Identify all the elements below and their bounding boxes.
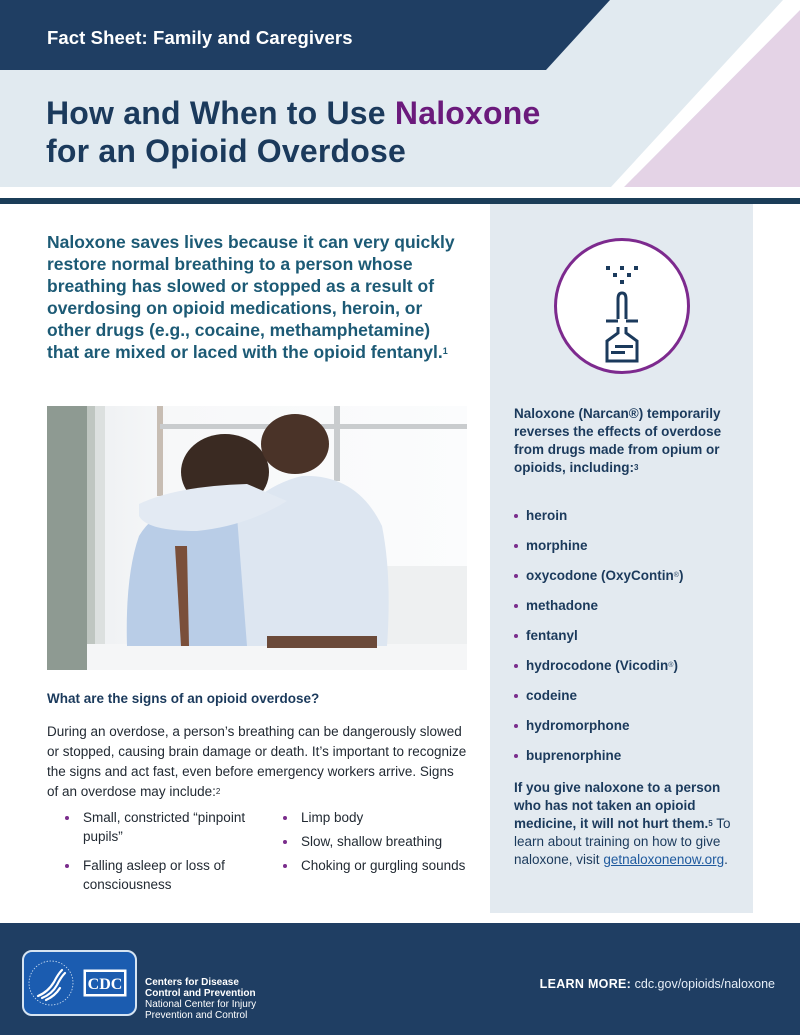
signs-heading: What are the signs of an opioid overdose?: [47, 691, 320, 706]
sign-item: Small, constricted “pinpoint pupils”: [65, 808, 265, 846]
title-accent: Naloxone: [394, 95, 541, 131]
signs-list-col1: [65, 808, 265, 904]
signs-text: During an overdose, a person’s breathing can be dangerously slowed or stopped, causing brain damage or death. It’s important to recognize the signs and act fast, even before emergency workers arrive. Signs of an overdose may include:: [47, 724, 467, 799]
learn-more: [540, 977, 775, 991]
footnote-5: 5: [708, 819, 713, 828]
footnote-2: 2: [215, 787, 221, 796]
title-line2: for an Opioid Overdose: [46, 133, 407, 169]
drug-item: morphine: [514, 537, 683, 567]
panel-intro: [514, 405, 734, 477]
sign-item: Falling asleep or loss of consciousness: [65, 856, 265, 894]
getnaloxonenow-link[interactable]: getnaloxonenow.org: [603, 852, 725, 867]
fact-sheet-kicker: Fact Sheet: Family and Caregivers: [47, 27, 353, 48]
drug-item: hydrocodone (Vicodin®): [514, 657, 683, 687]
cdc-logo[interactable]: [22, 950, 137, 1016]
intro-text: Naloxone saves lives because it can very quickly restore normal breathing to a person whose breathing has slowed or stopped as a result of overdosing on opioid medications, heroin, or other drugs (e.g., cocaine, methamphetamine) that are mixed or laced with the opioid fentanyl.: [47, 232, 455, 362]
drug-item: oxycodone (OxyContin®): [514, 567, 683, 597]
drug-item: methadone: [514, 597, 683, 627]
sign-item: Slow, shallow breathing: [283, 832, 473, 851]
safety-note: If you give naloxone to a person who has not taken an opioid medicine, it will not hurt them.$^5$ To learn about training on how to give naloxone, visit getnaloxonenow.org.: [514, 780, 731, 867]
hhs-cdc-logo-icon: [24, 952, 135, 1014]
footnote-3: 3: [633, 463, 639, 472]
footer: [0, 923, 800, 1035]
learn-more-link[interactable]: cdc.gov/opioids/naloxone: [634, 977, 775, 991]
title-part1: How and When to Use: [46, 95, 395, 131]
sign-item: Choking or gurgling sounds: [283, 856, 473, 875]
training-text: To learn about training on how to give naloxone, visit: [514, 816, 731, 867]
learn-more-label: LEARN MORE:: [539, 977, 632, 991]
drug-item: hydromorphone: [514, 717, 683, 747]
signs-list-col2: [283, 808, 473, 880]
naloxone-info-panel: [490, 204, 753, 913]
panel-intro-text: Naloxone (Narcan®) temporarily reverses the effects of overdose from drugs made from opium or opioids, including:: [514, 406, 722, 475]
footnote-1: 1: [442, 346, 448, 356]
drug-item: heroin: [514, 507, 683, 537]
drug-item: codeine: [514, 687, 683, 717]
drug-item: fentanyl: [514, 627, 683, 657]
signs-paragraph: [47, 722, 467, 802]
agency-name: Centers for Disease Control and Prevention National Center for Injury Prevention and Control: [145, 977, 257, 1021]
safety-note-bold: If you give naloxone to a person who has not taken an opioid medicine, it will not hurt them.: [514, 780, 721, 831]
sign-item: Limp body: [283, 808, 473, 827]
photo-illustration: [47, 406, 467, 670]
page-title: [46, 94, 541, 170]
nasal-spray-icon-circle: [554, 238, 690, 374]
header-banner: [0, 0, 800, 205]
drug-item: buprenorphine: [514, 747, 683, 777]
opioid-drug-list: [514, 507, 683, 777]
caregiver-photo: [47, 406, 467, 670]
cdc-logo-text: CDC: [87, 976, 123, 993]
nasal-spray-icon: [557, 241, 687, 371]
intro-paragraph: [47, 231, 467, 363]
